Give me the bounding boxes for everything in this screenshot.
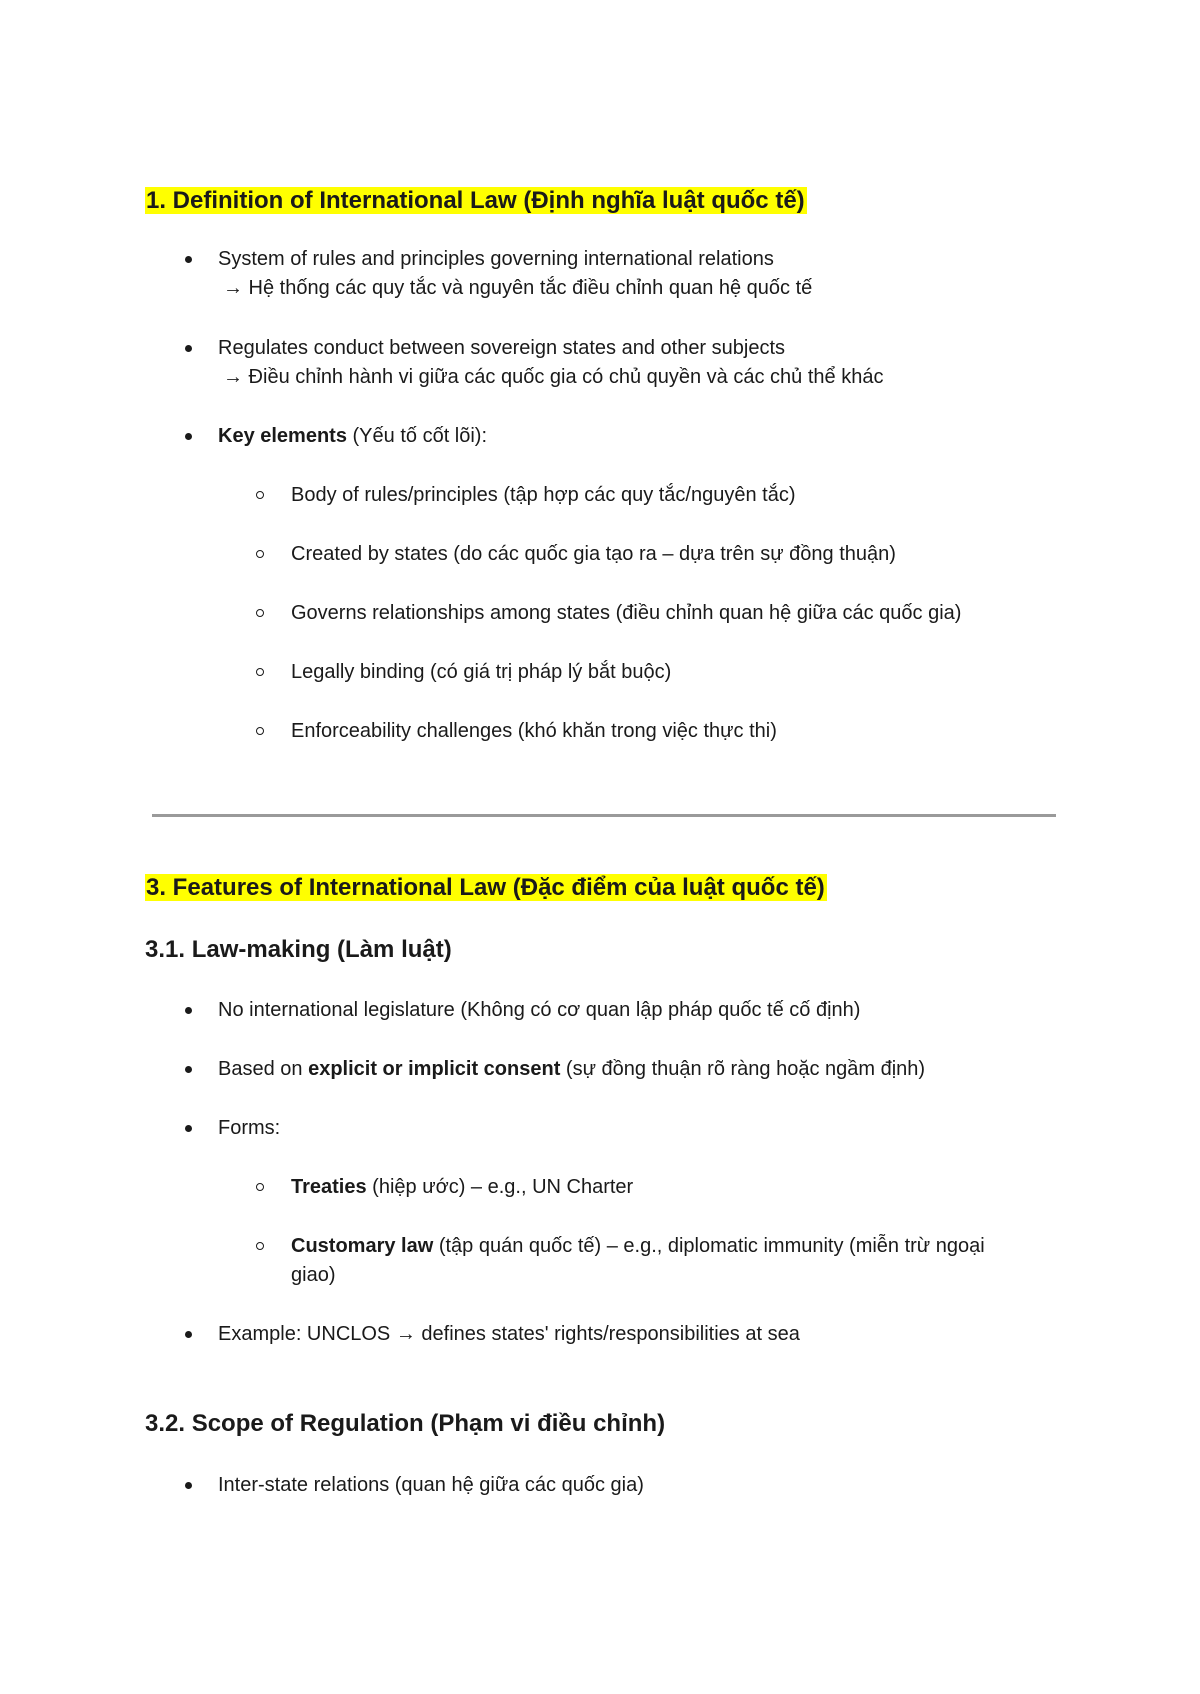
item-text-en: Regulates conduct between sovereign states and other subjects: [218, 337, 786, 359]
sub-list-item: Created by states (do các quốc gia tạo ra – dựa trên sự đồng thuận): [291, 543, 896, 565]
list-item: No international legislature (Không có cơ quan lập pháp quốc tế cố định): [218, 999, 861, 1021]
bullet-icon: [185, 1482, 192, 1489]
customary-law-label: Customary law: [291, 1235, 434, 1257]
item-text-vi: → Điều chỉnh hành vi giữa các quốc gia có chủ quyền và các chủ thể khác: [223, 366, 884, 388]
sub-list-item: Enforceability challenges (khó khăn trong việc thực thi): [291, 720, 777, 742]
subsection-3-2-heading: 3.2. Scope of Regulation (Phạm vi điều chỉnh): [145, 1410, 666, 1437]
sub-list-item: Customary law (tập quán quốc tế) – e.g., diplomatic immunity (miễn trừ ngoại giao): [291, 1235, 985, 1286]
circle-bullet-icon: [256, 1183, 264, 1191]
bullet-icon: [185, 433, 192, 440]
item-text-vi: → Hệ thống các quy tắc và nguyên tắc điều chỉnh quan hệ quốc tế: [223, 277, 813, 299]
consent-emphasis: explicit or implicit consent: [308, 1058, 561, 1080]
circle-bullet-icon: [256, 727, 264, 735]
sub-list-item: Governs relationships among states (điều chỉnh quan hệ giữa các quốc gia): [291, 602, 962, 624]
bullet-icon: [185, 1125, 192, 1132]
section-3-heading: 3. Features of International Law (Đặc điểm của luật quốc tế): [146, 874, 825, 901]
list-item: Example: UNCLOS → defines states' rights/responsibilities at sea: [218, 1323, 800, 1345]
bullet-icon: [185, 1066, 192, 1073]
list-item: [218, 245, 1078, 303]
sub-list-item: Treaties (hiệp ước) – e.g., UN Charter: [291, 1176, 634, 1198]
list-item: Key elements (Yếu tố cốt lõi):: [218, 425, 488, 447]
circle-bullet-icon: [256, 668, 264, 676]
section-1-heading: 1. Definition of International Law (Định nghĩa luật quốc tế): [146, 187, 805, 214]
list-item: Forms:: [218, 1117, 281, 1139]
list-item: [218, 334, 1078, 392]
circle-bullet-icon: [256, 609, 264, 617]
key-elements-label: Key elements: [218, 425, 347, 447]
list-item: Inter-state relations (quan hệ giữa các quốc gia): [218, 1474, 644, 1496]
bullet-icon: [185, 345, 192, 352]
circle-bullet-icon: [256, 491, 264, 499]
horizontal-divider: [152, 814, 1056, 817]
list-item: Based on explicit or implicit consent (sự đồng thuận rõ ràng hoặc ngầm định): [218, 1058, 926, 1080]
item-text-en: System of rules and principles governing international relations: [218, 248, 774, 270]
bullet-icon: [185, 1331, 192, 1338]
sub-list-item: Body of rules/principles (tập hợp các quy tắc/nguyên tắc): [291, 484, 796, 506]
circle-bullet-icon: [256, 550, 264, 558]
subsection-3-1-heading: 3.1. Law-making (Làm luật): [145, 936, 452, 963]
bullet-icon: [185, 1007, 192, 1014]
sub-list-item: Legally binding (có giá trị pháp lý bắt buộc): [291, 661, 672, 683]
circle-bullet-icon: [256, 1242, 264, 1250]
bullet-icon: [185, 256, 192, 263]
treaties-label: Treaties: [291, 1176, 367, 1198]
